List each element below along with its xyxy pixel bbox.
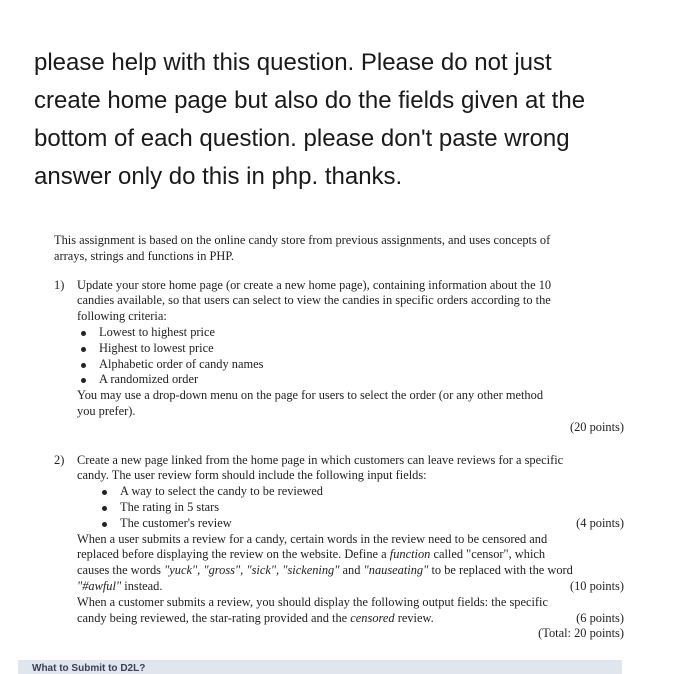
input-fields-list [77,484,624,531]
text-run: replaced before displaying the review on the website. Define a [77,547,387,562]
text-run: causes the words [77,563,161,578]
question-line: bottom of each question. please don't paste wrong [34,125,570,152]
text-run [77,611,434,627]
text-run: and [342,563,361,578]
assignment-item-1 [54,278,624,436]
list-item: The rating in 5 stars [77,500,624,516]
question-line: answer only do this in php. thanks. [34,163,403,190]
item-line: you prefer). [77,403,136,418]
question-line: please help with this question. Please do not just [34,49,552,76]
text-run: "yuck", "gross", "sick", "sickening" [164,563,340,578]
item-line: candies available, so that users can select to view the candies in specific orders according to the [77,293,551,308]
text-run: "nauseating" [363,563,429,578]
item-line: Create a new page linked from the home page in which customers can leave reviews for a specific [77,452,564,467]
item-number: 2) [54,452,65,467]
points-label: (10 points) [569,578,624,593]
text-run [77,579,162,595]
item-line: You may use a drop-down menu on the page for users to select the order (or any other method [77,388,544,403]
intro-line: arrays, strings and functions in PHP. [54,248,234,263]
footer-heading: What to Submit to D2L? [32,663,146,674]
assignment-item-2 [54,453,624,643]
question-line: create home page but also do the fields given at the [34,87,586,114]
text-run: review. [397,610,434,625]
list-item: Highest to lowest price [77,341,624,357]
points-label: (4 points) [576,515,624,530]
total-points-label: (Total: 20 points) [538,626,624,641]
list-item: Alphabetic order of candy names [77,357,624,373]
item-line [77,579,624,595]
points-label: (20 points) [569,419,624,434]
list-item [77,516,624,532]
points-label: (6 points) [576,610,624,625]
list-item: A way to select the candy to be reviewed [77,484,624,500]
list-item: A randomized order [77,372,624,388]
text-run: called "censor", which [433,547,546,562]
question-text [34,44,674,196]
footer-heading-bar [18,660,622,674]
item-line: Update your store home page (or create a new home page), containing information about the 10 [77,277,552,292]
list-item: Lowest to highest price [77,325,624,341]
item-line [77,547,624,563]
item-line [77,563,624,579]
item-line [77,611,624,627]
text-run: censored [350,610,395,625]
text-run: "#awful" [77,578,122,593]
item-line: following criteria: [77,309,167,324]
item-line: When a customer submits a review, you should display the following output fields: the specific [77,594,548,609]
sort-criteria-list [77,325,624,388]
item-line: candy. The user review form should include the following input fields: [77,468,427,483]
assignment-intro [54,233,624,265]
item-number: 1) [54,277,65,292]
assignment-document [54,233,624,642]
intro-line: This assignment is based on the online candy store from previous assignments, and uses concepts of [54,233,551,247]
text-run: to be replaced with the word [431,563,573,578]
item-line: When a user submits a review for a candy, certain words in the review need to be censored and [77,531,548,546]
text-run: instead. [124,578,163,593]
text-run: function [389,547,431,562]
list-item-label: The customer's review [120,515,232,530]
text-run: candy being reviewed, the star-rating provided and the [77,610,348,625]
